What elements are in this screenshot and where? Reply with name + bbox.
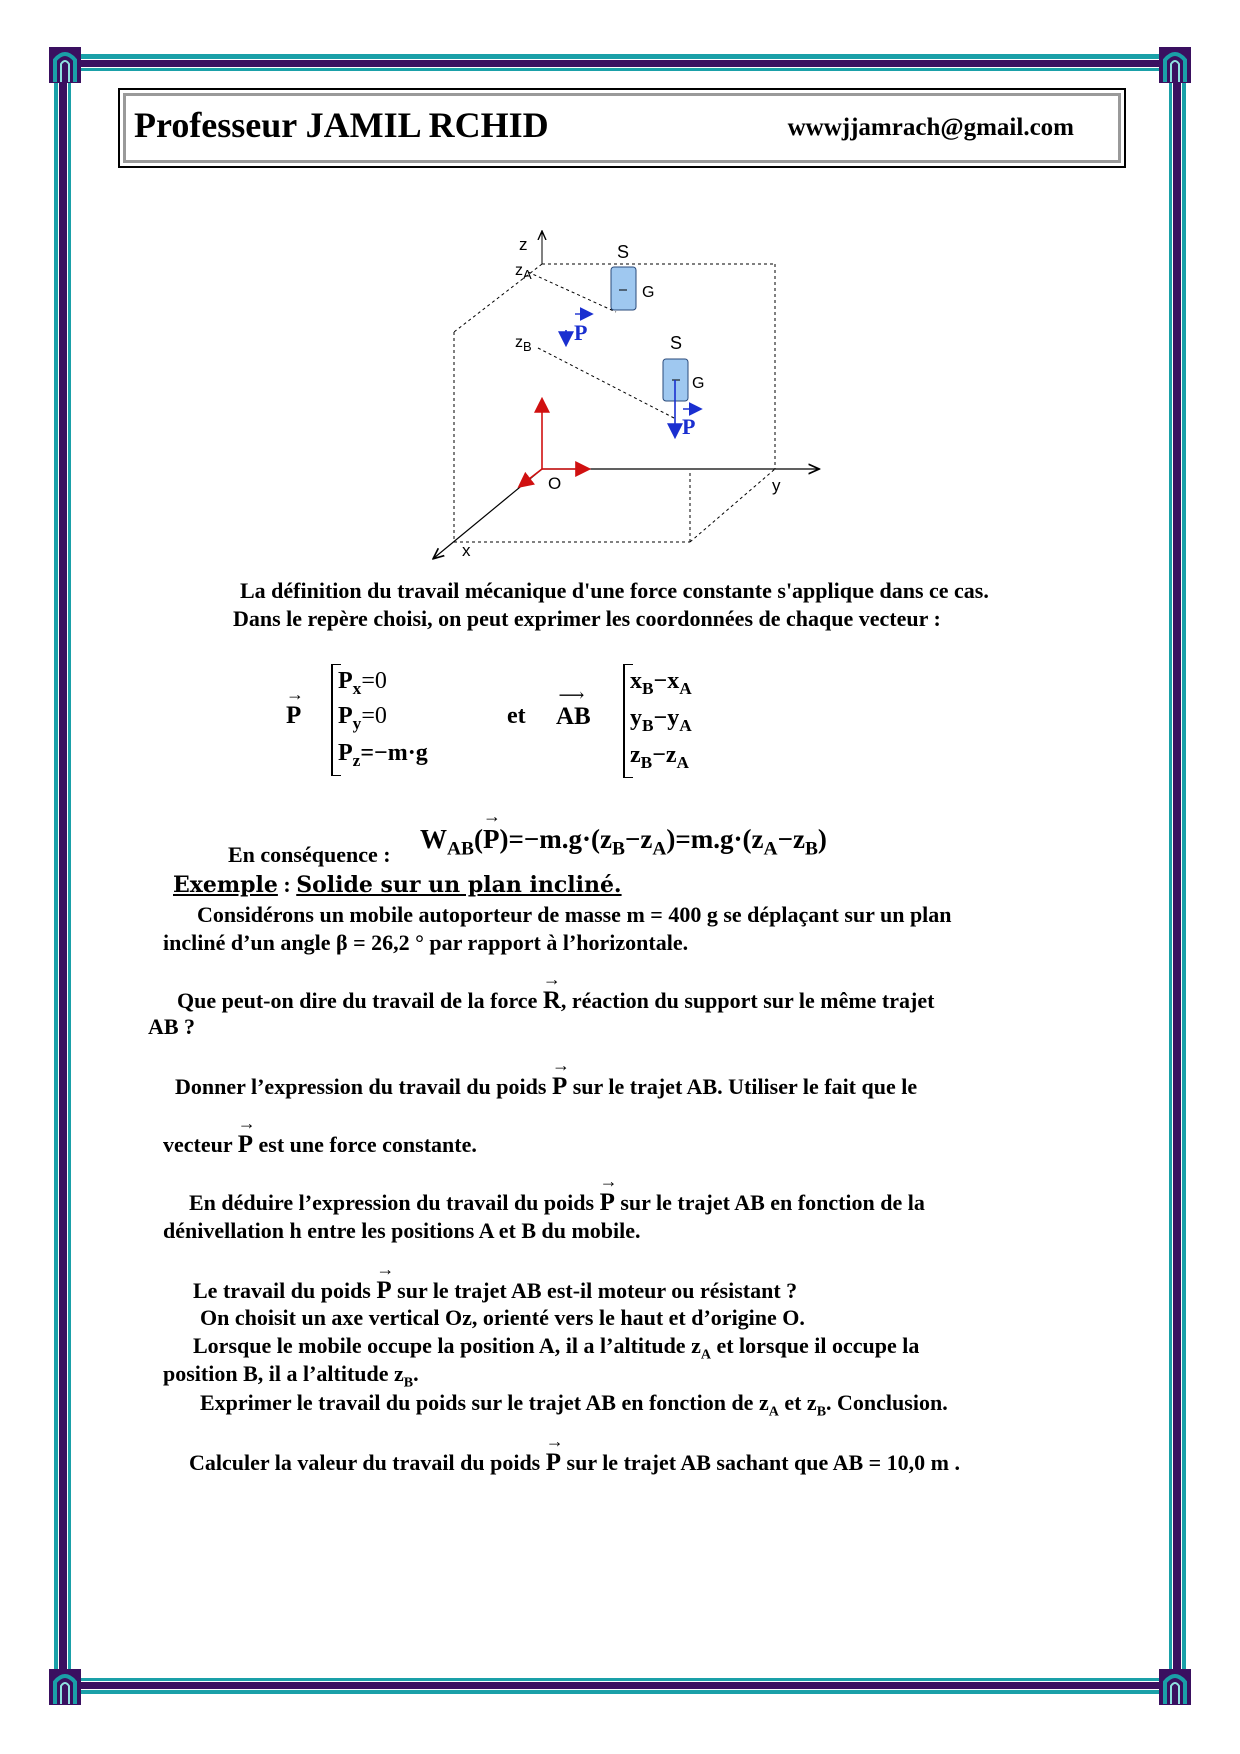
frame-bottom (60, 1678, 1180, 1681)
center-label-B: G (692, 375, 705, 392)
frame-top-inner2 (60, 68, 1180, 71)
body-p1b: incliné d’un angle β = 26,2 ° par rapport à l’horizontale. (163, 930, 689, 955)
weight-label-A: P (574, 320, 588, 345)
question-1: Que peut-on dire du travail de la force → R, réaction du support sur le même trajet (177, 969, 935, 1014)
question-3: En déduire l’expression du travail du poids → P sur le trajet AB en fonction de la (189, 1171, 925, 1216)
et-word: et (507, 703, 526, 729)
frame-right-inner (1173, 60, 1181, 1690)
AB-x: $x_B-x_A$ (630, 668, 692, 698)
AB-y: $y_B-y_A$ (630, 705, 692, 735)
mechanics-figure (420, 222, 840, 567)
solid-label-A: S (617, 242, 630, 262)
axis-z-label: z (519, 235, 528, 254)
unit-vector-i (520, 469, 542, 486)
vector-P-q2: → P (551, 1055, 570, 1100)
body-p1a: Considérons un mobile autoporteur de masse m = 400 g se déplaçant sur un plan (197, 902, 952, 927)
AB-z: $z_B-z_A$ (630, 742, 689, 772)
frame-top (60, 54, 1180, 59)
P-z: $P_z=-m\cdot g$ (338, 740, 428, 770)
question-8: Calculer la valeur du travail du poids → P sur le trajet AB sachant que AB = 10,0 m . (189, 1431, 960, 1476)
origin-label: O (548, 474, 562, 493)
frame-right (1169, 60, 1172, 1690)
corner-ornament-top-left (48, 46, 82, 84)
axis-y-label: y (772, 476, 781, 495)
frame-left (54, 60, 58, 1690)
question-4: Le travail du poids → P sur le trajet AB est-il moteur ou résistant ? (193, 1259, 798, 1304)
frame-left-inner2 (68, 60, 71, 1690)
question-7: Exprimer le travail du poids sur le trajet AB en fonction de $z_A$ et $z_B$. Conclusion. (200, 1390, 948, 1420)
question-5: On choisit un axe vertical Oz, orienté vers le haut et d’origine O. (200, 1305, 805, 1330)
frame-top-inner (60, 60, 1180, 67)
question-2: Donner l’expression du travail du poids → P sur le trajet AB. Utiliser le fait que le (175, 1055, 918, 1100)
P-vector: → P (286, 684, 304, 729)
axis-x-label: x (462, 541, 471, 560)
solid-A (611, 267, 636, 310)
vector-P-q3: → P (599, 1171, 618, 1216)
header-title: Professeur JAMIL RCHID (134, 105, 549, 145)
consequence-label: En conséquence : (228, 842, 391, 867)
vector-P-q8: → P (545, 1431, 564, 1476)
example-title: Solide sur un plan incliné. (296, 872, 622, 898)
vector-P-q4: → P (376, 1259, 395, 1304)
vector-R: → R (542, 969, 561, 1014)
AB-vector: ⟶ AB (556, 685, 591, 730)
vector-P-q2b: → P (237, 1113, 256, 1158)
header-box (118, 88, 1126, 168)
corner-ornament-top-right (1158, 46, 1192, 84)
zB-label: $z_B$ (515, 334, 532, 354)
example-label: Exemple (173, 872, 278, 898)
question-6-cont: position B, il a l’altitude $z_B$. (163, 1361, 419, 1391)
question-6: Lorsque le mobile occupe la position A, il a l’altitude $z_A$ et lorsque il occupe la (193, 1333, 920, 1363)
header-email[interactable]: wwwjjamrach@gmail.com (787, 114, 1074, 141)
P-y: $P_y=0$ (338, 703, 387, 733)
corner-ornament-bottom-right (1158, 1668, 1192, 1706)
question-1-end: AB ? (148, 1014, 196, 1039)
intro-line-1: La définition du travail mécanique d'une force constante s'applique dans ce cas. (240, 578, 989, 603)
P-x: $P_x=0$ (338, 668, 387, 698)
frame-bottom-inner2 (60, 1690, 1180, 1694)
example-heading: Exemple : Solide sur un plan incliné. (173, 872, 622, 898)
zA-label: $z_A$ (515, 262, 532, 282)
weight-label-B: P (682, 414, 696, 439)
intro-line-2: Dans le repère choisi, on peut exprimer les coordonnées de chaque vecteur : (233, 606, 941, 631)
question-2-cont: vecteur → P est une force constante. (163, 1113, 477, 1158)
center-label-A: G (642, 284, 655, 301)
corner-ornament-bottom-left (48, 1668, 82, 1706)
frame-bottom-inner (60, 1682, 1180, 1689)
solid-label-B: S (670, 333, 683, 353)
frame-right-inner2 (1182, 60, 1186, 1690)
question-3-cont: dénivellation h entre les positions A et B du mobile. (163, 1218, 641, 1243)
frame-left-inner (59, 60, 67, 1690)
work-formula: $W_{AB}$( → $P)=-m.g\cdot(z_B-z_A)=m.g\cdot(z_A-z_B)$ (420, 806, 827, 860)
